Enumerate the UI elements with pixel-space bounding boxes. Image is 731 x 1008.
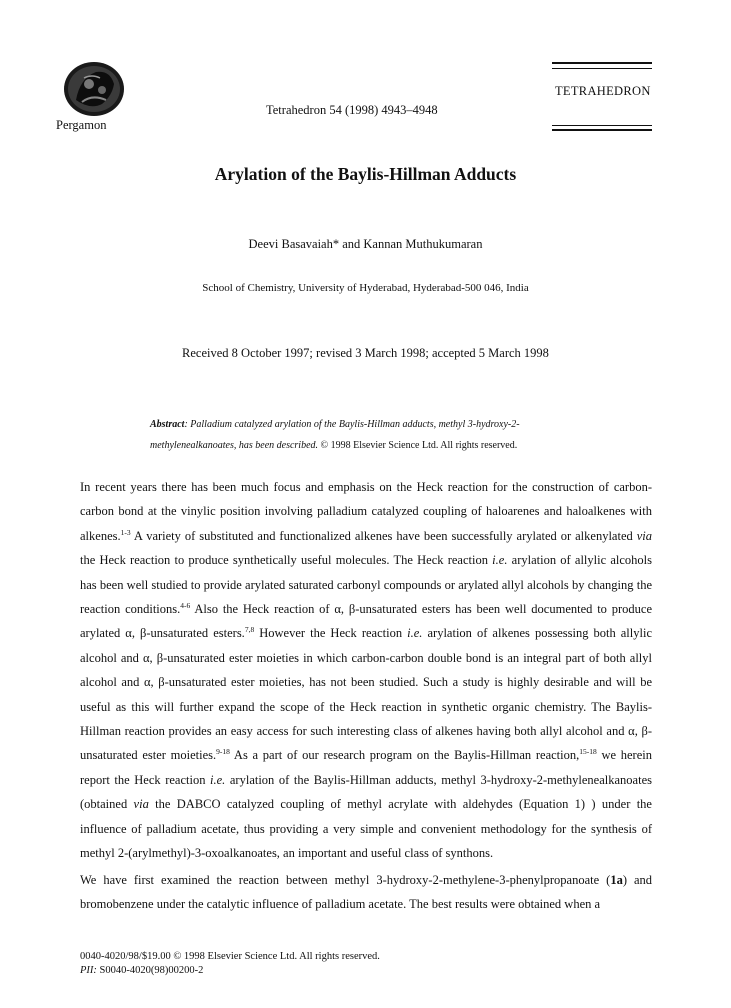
text-run: However the Heck reaction <box>254 626 408 641</box>
publisher-logo-icon <box>62 60 126 118</box>
citation-ref: 4-6 <box>180 601 191 611</box>
body-paragraph-1 <box>80 475 652 866</box>
footer-copyright: 0040-4020/98/$19.00 © 1998 Elsevier Science Ltd. All rights reserved. <box>80 951 380 962</box>
text-run: we herein report the Heck reaction <box>80 748 652 787</box>
article-title: Arylation of the Baylis-Hillman Adducts <box>214 164 517 184</box>
journal-citation: Tetrahedron 54 (1998) 4943–4948 <box>266 103 438 117</box>
pii-value: S0040-4020(98)00200-2 <box>96 965 204 976</box>
text-run: arylation of the Baylis-Hillman adducts, methyl 3-hydroxy-2-methylenealkanoates (obtained <box>80 772 652 812</box>
text-run: Also the Heck reaction of α, β-unsaturated esters has been well documented to produce arylated α, β-unsaturated esters. <box>80 602 652 641</box>
footer-pii <box>80 964 380 978</box>
article-authors: Deevi Basavaiah* and Kannan Muthukumaran <box>248 237 483 251</box>
text-run: ) and bromobenzene under the catalytic influence of palladium acetate. The best results were obtained when a <box>80 873 652 912</box>
text-run: A variety of substituted and functionalized alkenes have been successfully arylated or alkenylated <box>130 528 637 543</box>
header-rule-bottom <box>552 129 652 131</box>
text-run: As a part of our research program on the Baylis-Hillman reaction, <box>229 748 580 763</box>
publisher-name: Pergamon <box>56 118 107 132</box>
body-paragraph-2 <box>80 868 652 917</box>
article-affiliation: School of Chemistry, University of Hyderabad, Hyderabad-500 046, India <box>202 282 529 294</box>
abstract <box>150 414 590 456</box>
abstract-label: Abstract <box>150 419 185 430</box>
text-run: the DABCO catalyzed coupling of methyl acrylate with aldehydes (Equation 1) ) under the influence of palladium acetate, thus providing a very simple and convenient methodology for the synthesis of methyl 2-(arylmethyl)-3-oxoalkanoates, an important and useful class of synthons. <box>80 797 652 861</box>
text-run-italic: i.e. <box>210 772 226 787</box>
journal-name: TETRAHEDRON <box>555 84 651 98</box>
abstract-text: : Palladium catalyzed arylation of the Baylis-Hillman adducts, methyl 3-hydroxy-2-methylenealkanoates, has been described. <box>150 419 520 451</box>
header-rule-top <box>552 62 652 64</box>
page-footer <box>80 950 380 978</box>
text-run-italic: i.e. <box>407 626 423 641</box>
text-run: arylation of alkenes possessing both allylic alcohol and α, β-unsaturated ester moieties in which carbon-carbon double bond is an integral part of both allyl alcohol and α, β-unsaturated ester moieties, has not been studied. Such a study is highly desirable and will be useful as this will further expand the scope of the Heck reaction in synthetic organic chemistry. The Baylis-Hillman reaction provides an easy access for such interesting class of alkenes having both allyl alcohol and α, β-unsaturated ester moieties. <box>80 626 653 763</box>
citation-ref: 7,8 <box>244 625 255 635</box>
article-dates: Received 8 October 1997; revised 3 March 1998; accepted 5 March 1998 <box>182 346 549 360</box>
text-run-italic: via <box>636 528 652 543</box>
text-run: We have first examined the reaction between methyl 3-hydroxy-2-methylene-3-phenylpropanoate ( <box>80 873 611 887</box>
header-rule-bottom-thin <box>552 125 652 126</box>
abstract-copyright: © 1998 Elsevier Science Ltd. All rights reserved. <box>320 440 518 451</box>
text-run: In recent years there has been much focus and emphasis on the Heck reaction for the construction of carbon-carbon bond at the vinylic position involving palladium catalyzed coupling of haloarenes and haloalkenes with alkenes. <box>80 480 652 543</box>
pii-label: PII: <box>80 965 97 976</box>
text-run: the Heck reaction to produce synthetically useful molecules. The Heck reaction <box>80 553 493 568</box>
compound-label: 1a <box>610 873 623 887</box>
citation-ref: 15-18 <box>579 747 597 757</box>
text-run-italic: via <box>133 797 149 812</box>
citation-ref: 9-18 <box>216 747 230 757</box>
header-rule-top-thin <box>552 68 652 69</box>
citation-ref: 1-3 <box>120 527 131 537</box>
text-run: arylation of allylic alcohols has been well studied to provide arylated saturated carbonyl compounds or arylated allyl alcohols by changing the reaction conditions. <box>80 553 652 617</box>
text-run-italic: i.e. <box>492 553 508 568</box>
